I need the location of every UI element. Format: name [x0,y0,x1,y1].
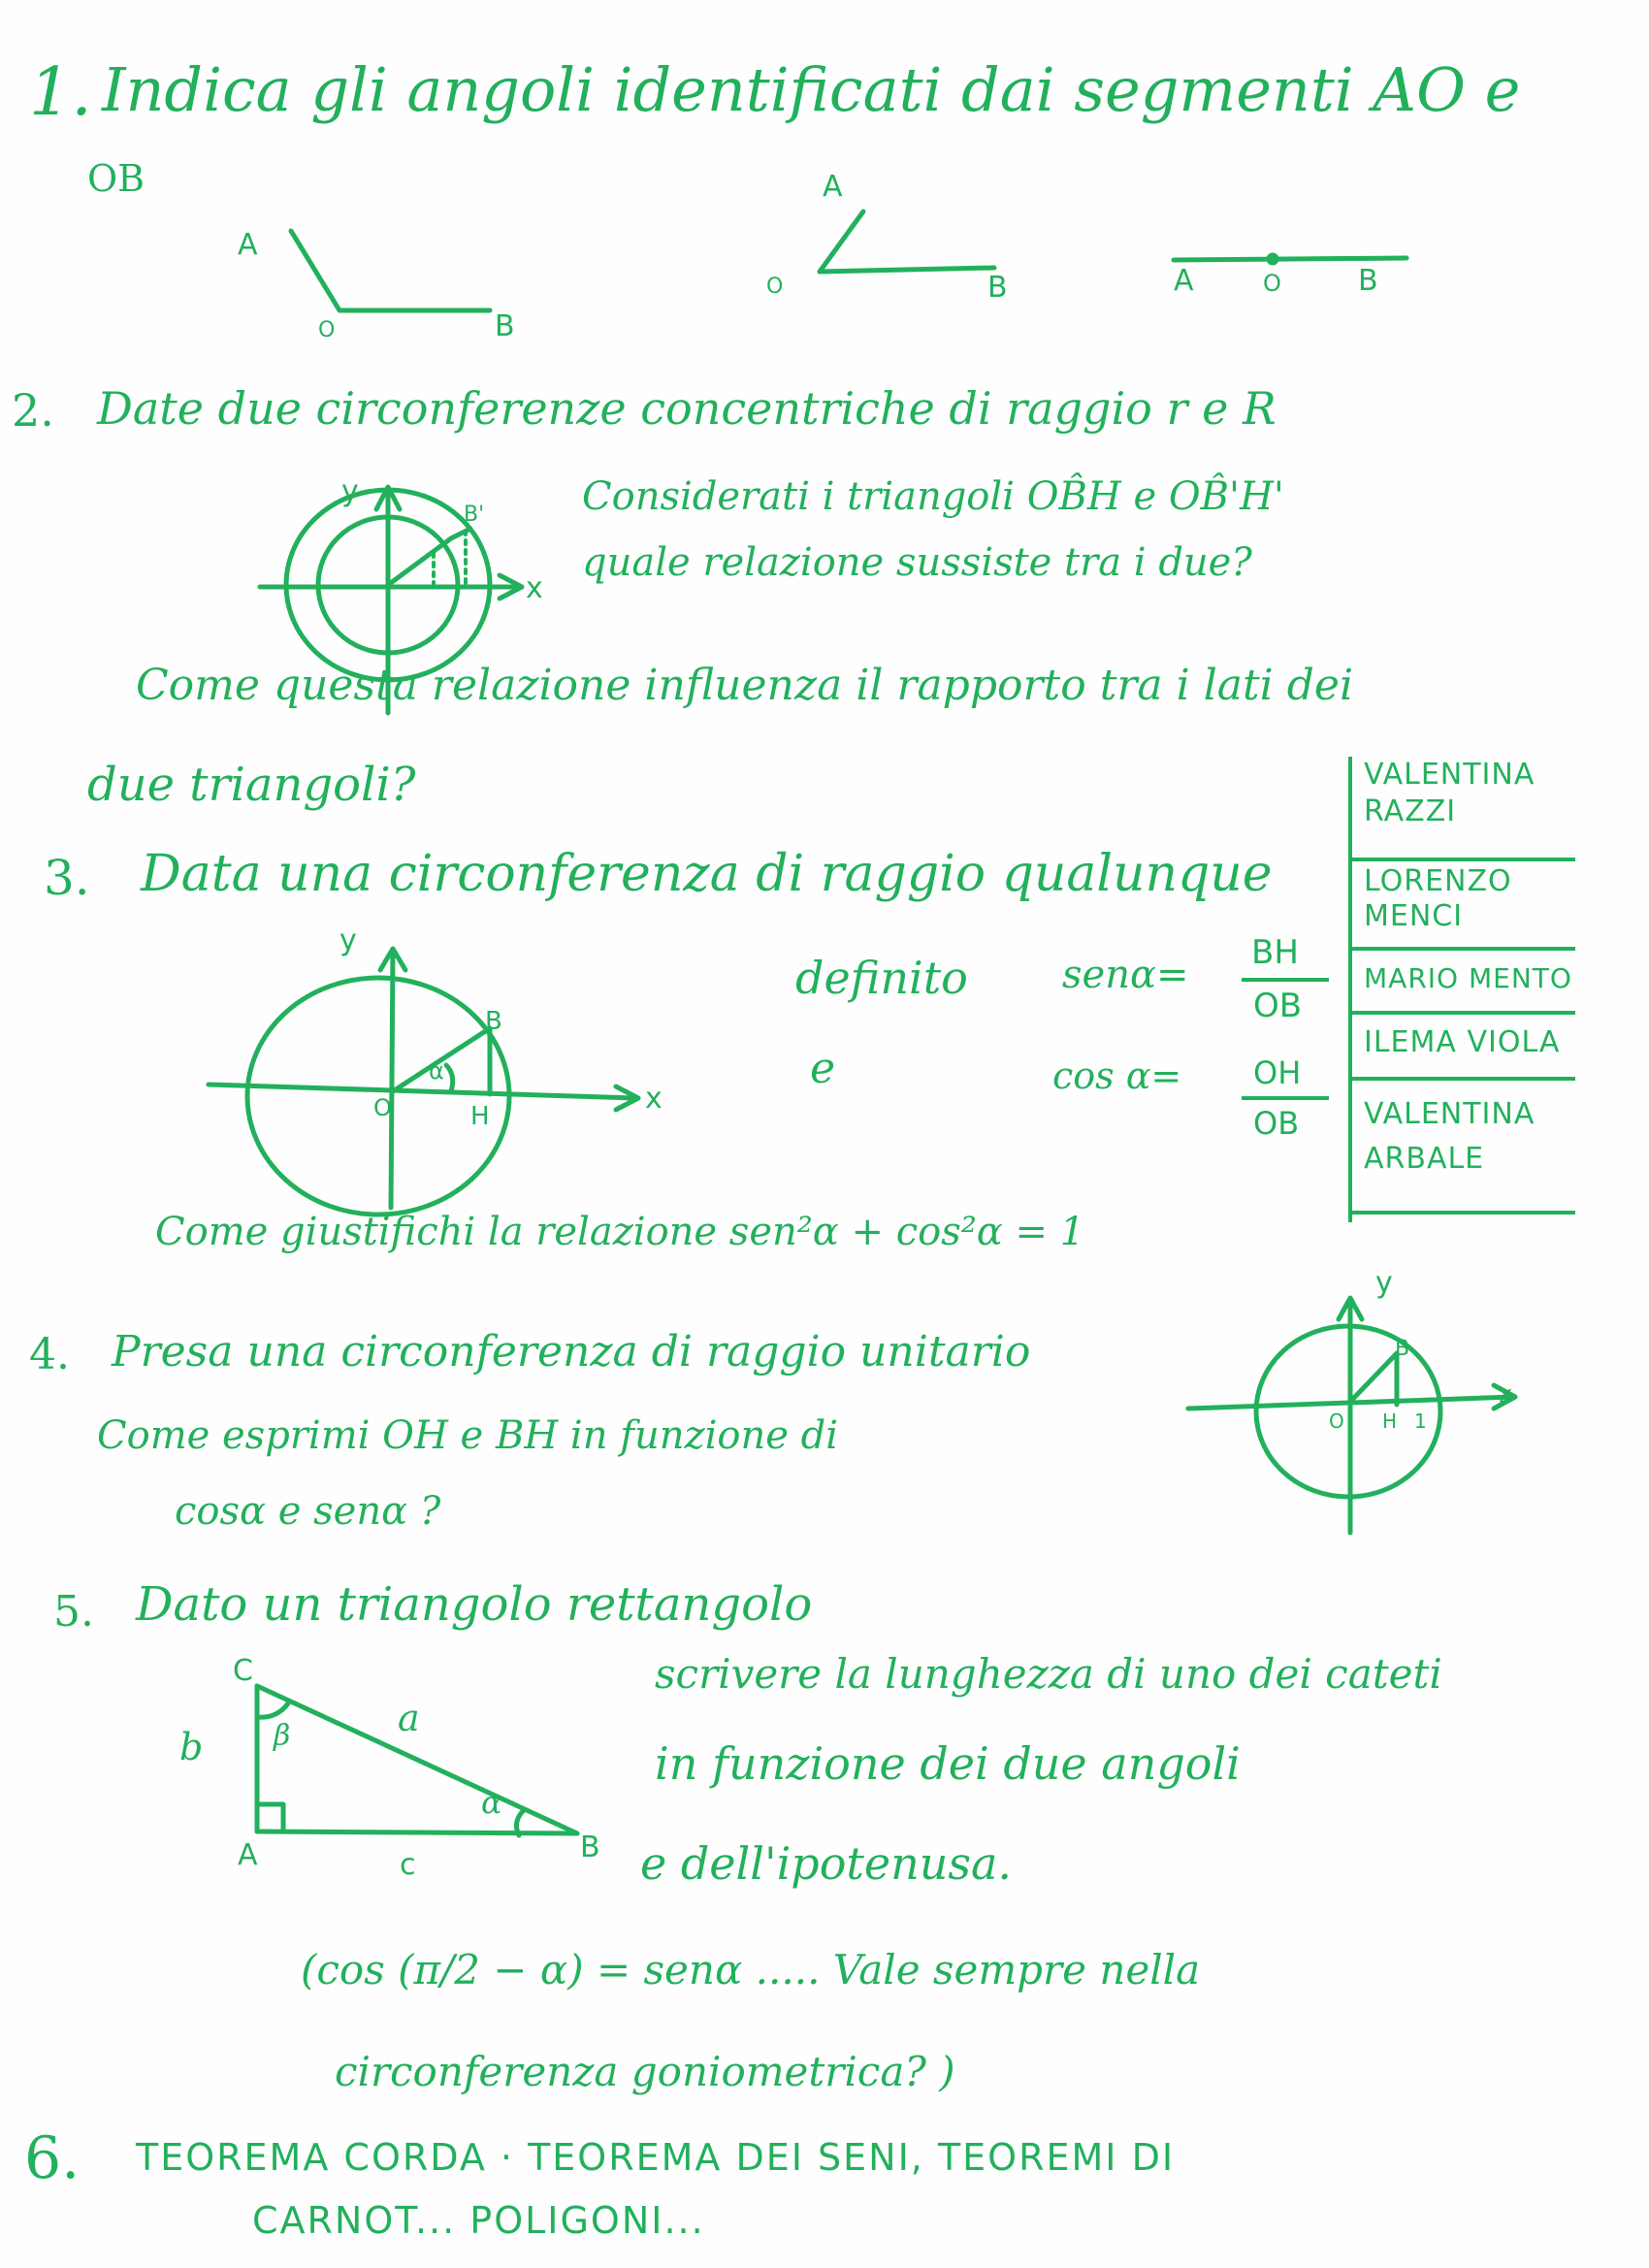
q1-number: 1. [29,54,92,131]
q2-number: 2. [12,384,54,437]
q5-line2: scrivere la lunghezza di uno dei cateti [655,1650,1442,1698]
q3-fig-label-x: x [645,1082,663,1116]
q5-fig-label-a-side: a [398,1697,420,1739]
student-name: VALENTINA [1364,758,1536,792]
q4-fig-label-y: y [1375,1266,1393,1300]
q3-sen-denominator: OB [1253,987,1303,1025]
q1-fig1-label-o: O [318,318,336,342]
student-name: LORENZO [1364,864,1512,898]
q4-fig-label-x: x [1499,1380,1513,1408]
q1-fig2-label-b: B [987,271,1008,305]
q3-sen-label: senα= [1062,953,1189,997]
q5-fig-label-c-top: C [233,1654,253,1688]
student-name: ARBALE [1364,1142,1485,1176]
q3-and: e [810,1044,836,1093]
student-name: RAZZI [1364,794,1457,828]
q5-fig-label-alpha: α [481,1784,502,1821]
q1-fig1-label-b: B [495,309,515,343]
q4-line3: cosα e senα ? [175,1489,441,1534]
q4-fig-label-one: 1 [1414,1409,1427,1433]
q5-line1: Dato un triangolo rettangolo [136,1577,813,1632]
q3-sen-numerator: BH [1251,933,1299,972]
q1-fig2-label-o: O [766,275,784,299]
q6-number: 6. [24,2124,81,2192]
q5-number: 5. [53,1587,94,1636]
q5-fig-label-c-side: c [400,1848,416,1882]
q2-line5: due triangoli? [87,758,416,812]
q5-line4: e dell'ipotenusa. [640,1837,1013,1890]
q3-cos-label: cos α= [1052,1054,1182,1097]
q3-number: 3. [44,850,90,906]
q4-number: 4. [29,1330,70,1379]
q4-fig-label-b: B [1395,1337,1410,1361]
q6-line2: CARNOT... POLIGONI... [252,2199,705,2242]
q5-fig-label-beta: β [274,1719,291,1753]
q1-fig3-label-b: B [1358,264,1378,298]
student-name: VALENTINA [1364,1097,1536,1131]
q2-line1: Date due circonferenze concentriche di raggio r e R [97,382,1277,435]
q3-line1: Data una circonferenza di raggio qualunque [141,845,1273,903]
q3-def: definito [795,952,968,1004]
q6-line1: TEOREMA CORDA · TEOREMA DEI SENI, TEOREMI DI [136,2136,1176,2179]
q5-line6: circonferenza goniometrica? ) [335,2048,955,2095]
q5-fig-label-b-side: b [179,1726,204,1768]
q4-line2: Come esprimi OH e BH in funzione di [97,1413,839,1458]
student-name: MARIO MENTO [1364,962,1572,994]
q5-line3: in funzione dei due angoli [655,1737,1241,1790]
q2-fig-label-x: x [526,571,543,605]
q1-fig2-label-a: A [823,170,843,204]
q1-fig3-label-o: O [1263,270,1281,297]
q2-fig-label-b: B' [464,502,485,527]
q2-line2: Considerati i triangoli OB̂H e OB̂'H' [582,474,1284,519]
student-name: MENCI [1364,899,1464,933]
q4-line1: Presa una circonferenza di raggio unitario [112,1327,1031,1377]
q1-fig3-label-a: A [1174,264,1194,298]
q3-fig-label-alpha: α [429,1057,444,1085]
q1-fig1-label-a: A [238,228,258,262]
q2-fig-label-y: y [341,474,359,508]
q3-fig-label-h: H [470,1102,490,1131]
q5-fig-label-a-pt: A [238,1838,258,1872]
q3-cos-numerator: OH [1253,1054,1302,1091]
q3-fig-label-b: B [485,1007,502,1036]
q2-line3: quale relazione sussiste tra i due? [582,540,1252,585]
q3-cos-denominator: OB [1253,1105,1300,1142]
q3-fig-label-y: y [340,923,357,957]
q5-line5: (cos (π/2 − α) = senα ..... Vale sempre nella [301,1946,1201,1993]
student-name: ILEMA VIOLA [1364,1025,1561,1059]
q3-justify-line: Come giustifichi la relazione sen²α + cos²α = 1 [155,1210,1085,1254]
q1-text: Indica gli angoli identificati dai segmenti AO e [102,54,1521,125]
q4-fig-label-h: H [1382,1409,1398,1433]
q3-fig-label-o: O [373,1094,392,1121]
q5-fig-label-b-pt: B [580,1831,600,1864]
q4-fig-label-o: O [1329,1409,1344,1433]
q2-line4: Come questa relazione influenza il rapporto tra i lati dei [136,661,1354,710]
q1-text-cont: OB [87,157,146,200]
